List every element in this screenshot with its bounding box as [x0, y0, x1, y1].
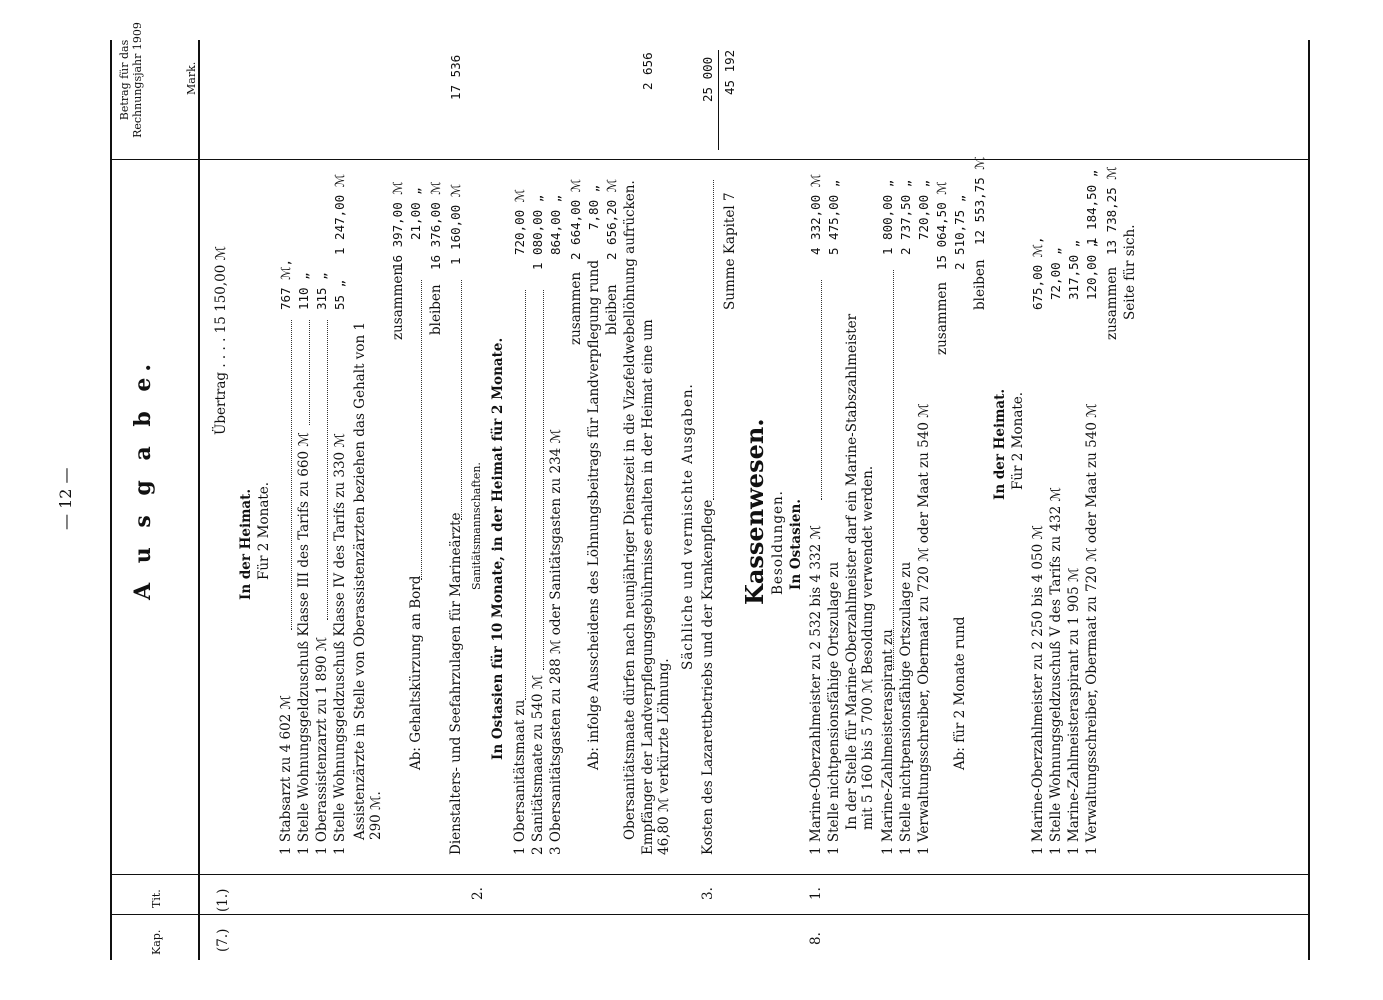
row-wohnung-iii-value: 110 „: [296, 272, 311, 310]
row-stabsarzt-value: 767 ℳ,: [278, 259, 293, 310]
summe-rule: [718, 50, 719, 150]
row-marine-oberzahlmeister: 1 Marine-Oberzahlmeister zu 2 532 bis 4 332 ℳ: [808, 525, 824, 855]
heading-saechliche: Sächliche und vermischte Ausgaben.: [680, 383, 696, 670]
row-wohnung-iv: 1 Stelle Wohnungsgeldzuschuß Klasse IV des Tarifs zu 330 ℳ: [332, 433, 348, 855]
heading-heimat-2: In der Heimat.: [992, 388, 1008, 500]
heading-heimat: In der Heimat.: [238, 488, 254, 600]
row-zahlmeisteraspirant-value: 1 800,00 „: [880, 179, 895, 255]
kap-column-rule: [110, 914, 1310, 915]
row-obersanitaetsmaat-value: 720,00 ℳ: [512, 188, 527, 255]
row-verwaltungsschreiber-2-total: 1 184,50 „: [1084, 169, 1099, 245]
amount-2656: 2 656: [640, 52, 655, 90]
note-empfaenger: Empfänger der Landverpflegungsgebührnisse erhalten in der Heimat eine um 46,80 ℳ verkürzte Löhnung.: [640, 319, 672, 855]
row-obersanitaetsgasten: 3 Obersanitätsgasten zu 288 ℳ oder Sanitätsgasten zu 234 ℳ: [548, 428, 564, 855]
row-wohnung-v: 1 Stelle Wohnungsgeldzuschuß V des Tarifs zu 432 ℳ: [1048, 487, 1064, 855]
heading-2-monate-2: Für 2 Monate.: [1010, 391, 1026, 490]
note-stabszahlmeister: In der Stelle für Marine-Oberzahlmeister darf ein Marine-Stabszahlmeister mit 5 160 bis 5 700 ℳ Besoldung verwendet werden.: [844, 313, 876, 830]
row-marine-oberzahlmeister-value: 4 332,00 ℳ: [808, 173, 823, 255]
bleiben-3: bleiben: [972, 259, 988, 310]
row-wohnung-iii: 1 Stelle Wohnungsgeldzuschuß Klasse III des Tarifs zu 660 ℳ: [296, 432, 312, 855]
header-kap: Kap.: [150, 929, 163, 955]
row-dienstalterszulagen: Dienstalters- und Seefahrzulagen für Marineärzte: [448, 512, 464, 855]
row-zahlmeisteraspirant: 1 Marine-Zahlmeisteraspirant zu: [880, 629, 896, 855]
row-aspirant-heimat-value: 317,50 „: [1066, 239, 1081, 300]
zusammen-4-value: 13 738,25 ℳ: [1104, 166, 1119, 255]
row-ortszulage-1-value: 5 475,00 „: [826, 179, 841, 255]
row-obersanitaetsgasten-value: 864,00 „: [548, 194, 563, 255]
zusammen-1: zusammen: [390, 266, 406, 340]
row-oberassistenzarzt-value: 315 „: [314, 272, 329, 310]
row-ortszulage-1: 1 Stelle nichtpensionsfähige Ortszulage zu: [826, 561, 842, 855]
row-wohnung-iv-total: 1 247,00 ℳ: [332, 173, 347, 255]
uebertrag: Übertrag . . . . 15 150,00 ℳ: [213, 245, 229, 435]
table-bottom-rule: [1308, 40, 1310, 960]
row-oberzahlmeister-heimat: 1 Marine-Oberzahlmeister zu 2 250 bis 4 050 ℳ: [1030, 525, 1046, 855]
heading-2-monate: Für 2 Monate.: [256, 481, 272, 580]
bleiben-3-value: 12 553,75 ℳ: [972, 156, 987, 245]
amount-25000: 25 000: [700, 56, 715, 102]
summe-kapitel-7: Summe Kapitel 7: [722, 192, 738, 310]
row-sanitaetsmaate-value: 1 080,00 „: [530, 194, 545, 270]
bleiben-2-value: 2 656,20 ℳ: [604, 178, 619, 260]
row-oberzahlmeister-heimat-value: 675,00 ℳ,: [1030, 236, 1045, 310]
row-verwaltungsschreiber-2: 1 Verwaltungsschreiber, Obermaat zu 720 ℳ oder Maat zu 540 ℳ: [1084, 403, 1100, 855]
row-ortszulage-2-value: 2 737,50 „: [898, 179, 913, 255]
kap-8: 8.: [808, 932, 824, 945]
zusammen-2-value: 2 664,00 ℳ: [568, 178, 583, 260]
row-ortszulage-2: 1 Stelle nichtpensionsfähige Ortszulage zu: [898, 561, 914, 855]
row-verwaltungsschreiber-2-value: 120,00 „: [1084, 239, 1099, 300]
row-dienstalterszulagen-value: 1 160,00 ℳ: [448, 183, 463, 265]
row-wohnung-iv-value: 55 „: [332, 279, 347, 310]
heading-sanitaetsmannschaften: Sanitätsmannschaften.: [470, 462, 483, 590]
row-aspirant-heimat: 1 Marine-Zahlmeisteraspirant zu 1 905 ℳ: [1066, 567, 1082, 855]
kap-7: (7.): [215, 928, 231, 952]
header-row-rule: [198, 40, 200, 960]
digitization-credit: [1363, 10, 1379, 390]
row-2-monate-rund: Ab: für 2 Monate rund: [952, 616, 968, 770]
zusammen-3-value: 15 064,50 ℳ: [934, 181, 949, 270]
row-wohnung-v-value: 72,00 „: [1048, 247, 1063, 300]
tit-2: 2.: [470, 887, 486, 900]
amount-17536: 17 536: [448, 54, 463, 100]
row-oberassistenzarzt: 1 Oberassistenzarzt zu 1 890 ℳ: [314, 636, 330, 855]
row-landverpflegung: Ab: infolge Ausscheidens des Löhnungsbeitrags für Landverpflegung rund: [586, 260, 602, 770]
heading-besoldungen: Besoldungen.: [770, 490, 786, 595]
zusammen-3: zusammen: [934, 281, 950, 355]
tit-3: 3.: [700, 887, 716, 900]
page-number: — 12 —: [56, 467, 75, 530]
row-lazarett: Kosten des Lazarettbetriebs und der Krankenpflege: [700, 499, 716, 855]
heading-ostasien: In Ostasien für 10 Monate, in der Heimat für 2 Monate.: [490, 337, 506, 760]
bleiben-1: bleiben: [428, 284, 444, 335]
zusammen-2: zusammen: [568, 271, 584, 345]
header-betrag: Betrag für das Rechnungsjahr 1909: [118, 22, 144, 138]
heading-kassenwesen: Kassenwesen.: [740, 418, 769, 605]
header-mark: Mark.: [185, 61, 198, 95]
zusammen-4: zusammen: [1104, 266, 1120, 340]
row-2-monate-rund-value: 2 510,75 „: [952, 194, 967, 270]
amount-column-rule: [110, 159, 1310, 160]
row-obersanitaetsmaat: 1 Obersanitätsmaat zu: [512, 699, 528, 855]
row-stabsarzt: 1 Stabsarzt zu 4 602 ℳ: [278, 695, 294, 855]
tit-column-rule: [110, 874, 1310, 875]
row-landverpflegung-value: 7,80 „: [586, 184, 601, 230]
row-verwaltungsschreiber-1: 1 Verwaltungsschreiber, Obermaat zu 720 ℳ oder Maat zu 540 ℳ: [916, 403, 932, 855]
header-tit: Tit.: [150, 889, 163, 908]
seite-fuer-sich: Seite für sich.: [1122, 224, 1138, 320]
note-obersanitaetsmaate: Obersanitätsmaate dürfen nach neunjähriger Dienstzeit in die Vizefeldwebellöhnung aufrücken.: [622, 180, 638, 840]
row-verwaltungsschreiber-1-value: 720,00 „: [916, 179, 931, 240]
bleiben-1-value: 16 376,00 ℳ: [428, 181, 443, 270]
summe-kapitel-7-value: 45 192: [722, 49, 737, 95]
table-top-rule: [110, 40, 112, 960]
note-assistenzaerzte: Assistenzärzte in Stelle von Oberassistenzärzten beziehen das Gehalt von 1 290 ℳ.: [352, 321, 384, 840]
tit-1: (1.): [215, 888, 231, 912]
zusammen-1-value: 16 397,00 ℳ: [390, 181, 405, 270]
tit-1b: 1.: [808, 887, 824, 900]
row-gehaltskuerzung-value: 21,00 „: [408, 187, 423, 240]
heading-in-ostasien: In Ostasien.: [788, 498, 804, 590]
bleiben-2: bleiben: [604, 284, 620, 335]
row-sanitaetsmaate: 2 Sanitätsmaate zu 540 ℳ: [530, 674, 546, 855]
row-gehaltskuerzung: Ab: Gehaltskürzung an Bord: [408, 575, 424, 770]
page-title: A u s g a b e.: [130, 357, 156, 600]
